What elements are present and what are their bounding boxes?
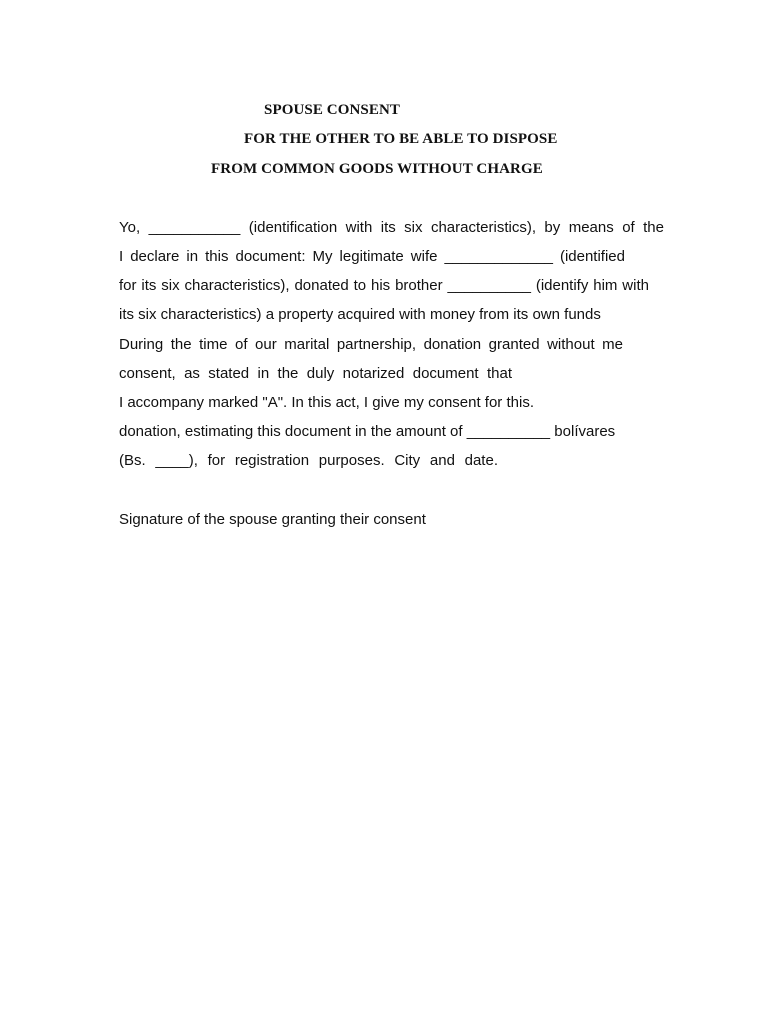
body-line-5: During the time of our marital partnership, donation granted without me: [119, 336, 623, 353]
signature-line: Signature of the spouse granting their consent: [119, 511, 426, 528]
document-title: SPOUSE CONSENT: [264, 102, 401, 118]
body-line-4: its six characteristics) a property acquired with money from its own funds: [119, 306, 601, 323]
document-subtitle-line-1: FOR THE OTHER TO BE ABLE TO DISPOSE: [244, 131, 558, 147]
body-line-1: Yo, ___________ (identification with its six characteristics), by means of the: [119, 219, 664, 236]
body-line-6: consent, as stated in the duly notarized document that: [119, 365, 512, 382]
body-line-8: donation, estimating this document in the amount of __________ bolívares: [119, 423, 616, 440]
body-line-3: for its six characteristics), donated to his brother __________ (identify him with: [119, 277, 649, 294]
document-subtitle-line-2: FROM COMMON GOODS WITHOUT CHARGE: [211, 161, 543, 177]
body-line-2: I declare in this document: My legitimate wife _____________ (identified: [119, 248, 625, 265]
body-line-7: I accompany marked "A". In this act, I give my consent for this.: [119, 394, 534, 411]
body-line-9: (Bs. ____), for registration purposes. City and date.: [119, 452, 498, 469]
